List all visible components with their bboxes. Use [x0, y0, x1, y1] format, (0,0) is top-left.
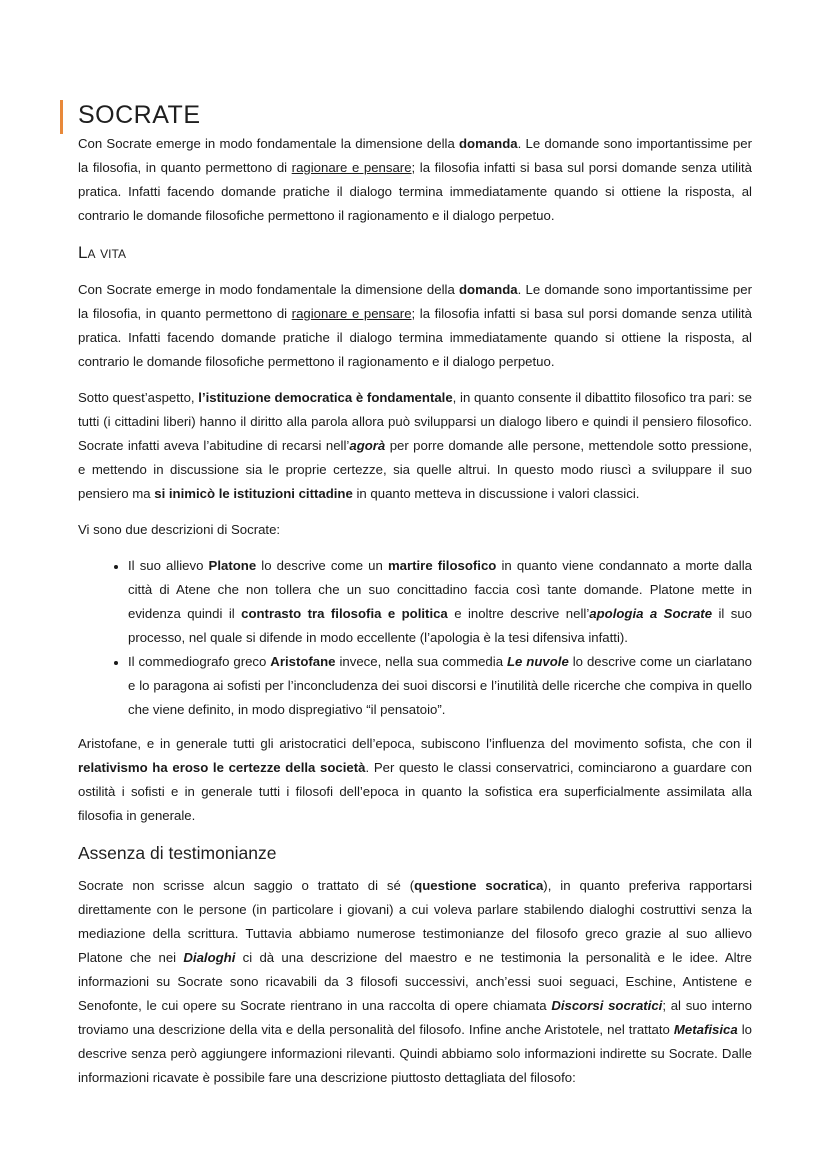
- title-block: [78, 98, 752, 132]
- vita-paragraph-4: Aristofane, e in generale tutti gli aristocratici dell’epoca, subiscono l’influenza del movimento sofista, che con il relativismo ha eroso le certezze della società. Per questo le classi conservatrici, cominciarono a guardare con ostilità i sofisti e in generale tutti i filosofi dell’epoca in quanto la sofistica era superficialmente assimilata alla filosofia in generale.: [78, 736, 752, 823]
- title-accent-bar: [60, 100, 63, 134]
- intro-paragraph: Con Socrate emerge in modo fondamentale la dimensione della domanda. Le domande sono importantissime per la filosofia, in quanto permettono di ragionare e pensare; la filosofia infatti si basa sul porsi domande senza utilità pratica. Infatti facendo domande pratiche il dialogo termina immediatamente quando si ottiene la risposta, al contrario le domande filosofiche permettono il ragionamento e il dialogo perpetuo.: [78, 136, 752, 223]
- vita-paragraph-2: Sotto quest’aspetto, l’istituzione democratica è fondamentale, in quanto consente il dibattito filosofico tra pari: se tutti (i cittadini liberi) hanno il diritto alla parola allora può svilupparsi un dialogo libero e quindi il pensiero filosofico. Socrate infatti aveva l’abitudine di recarsi nell’agorà per porre domande alle persone, mettendole sotto pressione, e mettendo in discussione sia le proprie certezze, sia quelle altrui. In questo modo riuscì a sviluppare il suo pensiero ma si inimicò le istituzioni cittadine in quanto metteva in discussione i valori classici.: [78, 390, 753, 501]
- vita-paragraph-1: Con Socrate emerge in modo fondamentale la dimensione della domanda. Le domande sono importantissime per la filosofia, in quanto permettono di ragionare e pensare; la filosofia infatti si basa sul porsi domande senza utilità pratica. Infatti facendo domande pratiche il dialogo termina immediatamente quando si ottiene la risposta, al contrario le domande filosofiche permettono il ragionamento e il dialogo perpetuo.: [78, 282, 752, 369]
- list-item-aristofane: • Il commediografo greco Aristofane invece, nella sua commedia Le nuvole lo descrive come un ciarlatano e lo paragona ai sofisti per l’inconcludenza dei suoi discorsi e l’inutilità delle ricerche che compiva in quello che viene definito, in modo dispregiativo “il pensatoio”.: [128, 650, 752, 722]
- assenza-paragraph-1: Socrate non scrisse alcun saggio o trattato di sé (questione socratica), in quanto preferiva rapportarsi direttamente con le persone (in particolare i giovani) a cui voleva parlare stabilendo dialoghi costruttivi senza la mediazione della scrittura. Tuttavia abbiamo numerose testimonianze del filosofo greco grazie al suo allievo Platone che nei Dialoghi ci dà una descrizione del maestro e ne testimonia la personalità e le idee. Altre informazioni su Socrate sono ricavabili da 3 filosofi successivi, anch’essi suoi seguaci, Eschine, Antistene e Senofonte, le cui opere su Socrate rientrano in una raccolta di opere chiamata Discorsi socratici; al suo interno troviamo una descrizione della vita e della personalità del filosofo. Infine anche Aristotele, nel trattato Metafisica lo descrive senza però aggiungere informazioni rilevanti. Quindi abbiamo solo informazioni indirette su Socrate. Dalle informazioni ricavate è possibile fare una descrizione piuttosto dettagliata del filosofo:: [78, 878, 753, 1085]
- section-heading-vita: La vita: [78, 243, 126, 262]
- descriptions-list: [78, 554, 752, 722]
- section-heading-assenza: Assenza di testimonianze: [78, 843, 277, 863]
- page-title: SOCRATE: [78, 101, 201, 129]
- list-item-platone: • Il suo allievo Platone lo descrive come un martire filosofico in quanto viene condannato a morte dalla città di Atene che non tollera che un suo concittadino faccia così tante domande. Platone mette in evidenza quindi il contrasto tra filosofia e politica e inoltre descrive nell’apologia a Socrate il suo processo, nel quale si difende in modo eccellente (l’apologia è la tesi difensiva infatti).: [128, 554, 752, 650]
- vita-paragraph-3: Vi sono due descrizioni di Socrate:: [78, 522, 281, 537]
